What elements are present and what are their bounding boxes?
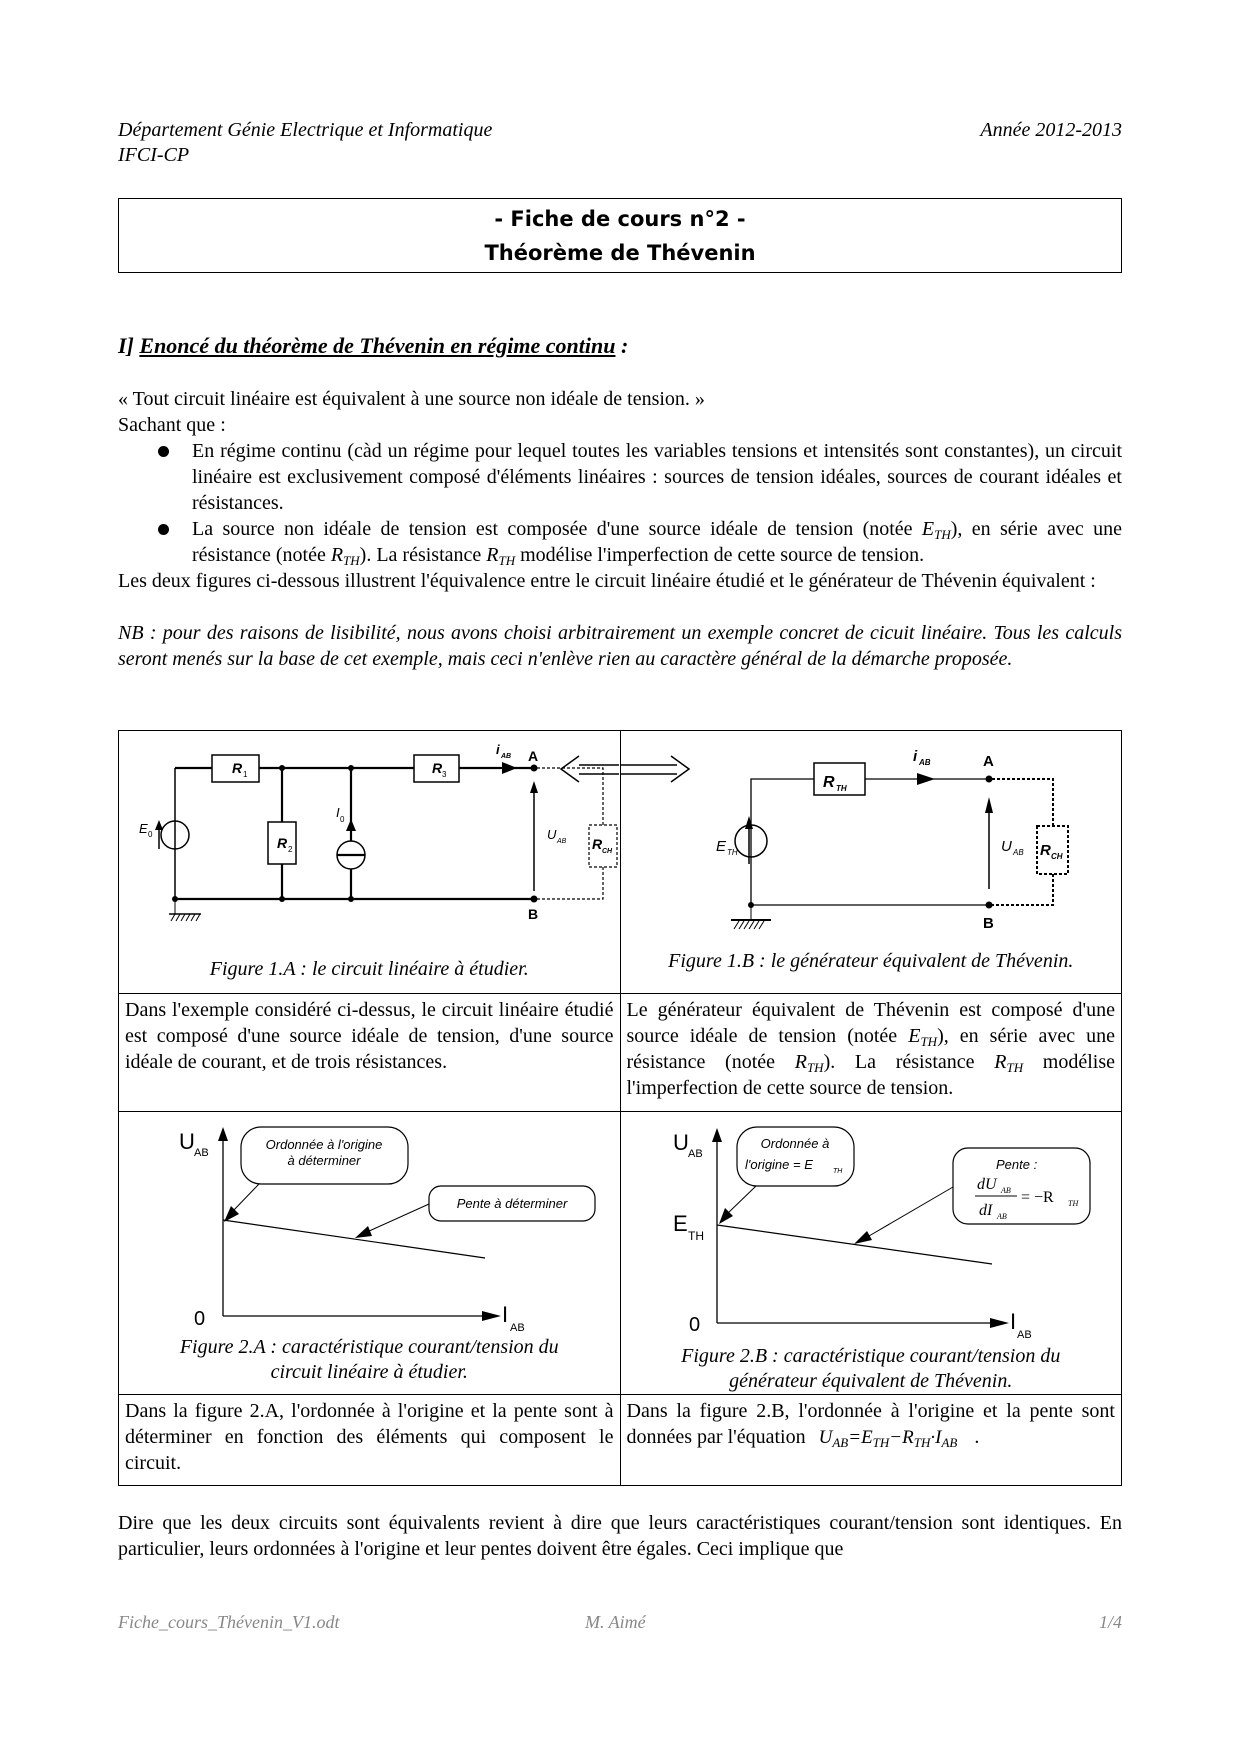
dashed-wire	[537, 768, 603, 825]
characteristic-line	[223, 1220, 485, 1258]
origin-label: 0	[194, 1308, 206, 1330]
iab-arrow	[502, 762, 517, 774]
callout-intercept-text: l'origine = E	[744, 1157, 813, 1172]
node	[348, 765, 354, 771]
bullet-dot	[158, 524, 169, 535]
callout-slope-title: Pente :	[995, 1157, 1037, 1172]
label-r3: R	[432, 760, 443, 776]
callout-intercept-text: Ordonnée à	[760, 1136, 829, 1151]
label-i0: I	[336, 805, 340, 820]
node	[348, 896, 354, 902]
label-i0-sub: 0	[340, 815, 345, 824]
x-axis-label-sub: AB	[510, 1322, 525, 1334]
thevenin-equation: $U_{AB}=E_{TH}-R_{TH}\cdot I_{AB}$	[818, 1427, 958, 1450]
text-cell-1b	[620, 994, 1122, 1112]
label-rch-sub: CH	[602, 848, 613, 855]
node-a	[985, 776, 992, 783]
node-b	[531, 896, 538, 903]
dashed-wire	[537, 867, 603, 899]
label-node-b: B	[528, 906, 539, 922]
label-r3-sub: 3	[442, 770, 447, 779]
caption-line: Figure 2.B : caractéristique courant/tension du	[681, 1345, 1061, 1367]
figures-intro: Les deux figures ci-dessous illustrent l'équivalence entre le circuit linéaire étudié et le générateur de Thévenin équivalent :	[118, 570, 1096, 592]
dashed-wire	[992, 779, 1053, 826]
text-cell-2b	[620, 1395, 1122, 1486]
callout-arrow	[854, 1231, 872, 1244]
label-iab: i	[496, 742, 500, 757]
label-eth-sub: TH	[726, 848, 738, 857]
callout-arrow	[355, 1226, 372, 1238]
slope-denominator: dI	[978, 1202, 992, 1219]
text-cell-2a	[119, 1395, 621, 1486]
slope-rhs: = −R	[1020, 1189, 1054, 1206]
label-iab-sub: AB	[918, 758, 931, 767]
text-2b	[621, 1395, 1122, 1454]
footer-author: M. Aimé	[585, 1612, 646, 1632]
i0-arrow	[346, 819, 356, 831]
bullet-item	[150, 516, 1122, 568]
text-2a: Dans la figure 2.A, l'ordonnée à l'origine et la pente sont à déterminer en fonction des éléments qui composent le circuit.	[125, 1400, 614, 1474]
callout-arrow	[224, 1206, 239, 1222]
iab-arrow	[917, 773, 935, 785]
equivalence-arrow-icon	[621, 756, 689, 782]
y-axis-label-sub: AB	[687, 1148, 703, 1160]
label-eth: E	[715, 838, 726, 855]
x-axis-label: I	[502, 1302, 509, 1327]
caption-line: générateur équivalent de Thévenin.	[729, 1370, 1013, 1392]
knowing-that: Sachant que :	[118, 414, 226, 436]
label-rch: R	[1039, 842, 1051, 859]
equivalence-arrow-icon	[561, 756, 619, 782]
label-node-b: B	[982, 915, 994, 932]
callout-intercept-text: Ordonnée à l'origine	[265, 1137, 383, 1152]
bullet-text: En régime continu (càd un régime pour lequel toutes les variables tensions et intensités sont constantes), un circuit linéaire est exclusivement composé d'éléments linéaires : sources de tension idéales, sources de courant idéales et résistances.	[192, 440, 1122, 514]
characteristic-line	[717, 1225, 992, 1264]
label-uab-sub: AB	[557, 838, 567, 845]
figure-1b-caption: Figure 1.B : le générateur équivalent de Thévenin.	[668, 950, 1074, 972]
header-department: Département Génie Electrique et Informatique	[118, 119, 493, 141]
label-uab: U	[1000, 838, 1012, 855]
label-e0: E	[139, 821, 148, 836]
node-a	[531, 765, 538, 772]
footer-page: 1/4	[1098, 1612, 1122, 1632]
label-e0-sub: 0	[148, 830, 153, 839]
figure-1a-circuit	[119, 731, 619, 993]
label-r1-sub: 1	[243, 770, 248, 779]
section-number: I]	[118, 333, 134, 358]
title-box	[118, 198, 1122, 273]
x-axis-label-sub: AB	[1016, 1329, 1032, 1341]
label-r2: R	[277, 835, 288, 851]
slope-numerator-sub: AB	[1000, 1186, 1011, 1195]
dashed-wire	[992, 874, 1053, 905]
title-line1: - Fiche de cours n°2 -	[494, 207, 746, 231]
y-axis-label: U	[672, 1130, 689, 1155]
slope-denominator-sub: AB	[996, 1212, 1007, 1221]
x-axis-arrow	[990, 1318, 1009, 1328]
callout-intercept-text: à déterminer	[287, 1153, 361, 1168]
theorem-quote: « Tout circuit linéaire est équivalent à une source non idéale de tension. »	[118, 388, 705, 410]
section-heading: Enoncé du théorème de Thévenin en régime continu	[139, 333, 616, 358]
label-rth-sub: TH	[835, 784, 847, 793]
label-iab-sub: AB	[501, 753, 512, 760]
figure-2b-cell	[620, 1112, 1122, 1395]
label-r2-sub: 2	[288, 845, 293, 854]
callout-slope-text: Pente à déterminer	[456, 1196, 568, 1211]
label-rth: R	[822, 774, 835, 791]
label-uab-sub: AB	[1012, 848, 1024, 857]
label-node-a: A	[982, 753, 994, 770]
figure-2a-cell	[119, 1112, 621, 1395]
figure-1b-cell	[620, 731, 1122, 994]
section-title	[118, 333, 628, 359]
intercept-label-sub: TH	[687, 1229, 704, 1243]
label-rch: R	[592, 836, 603, 852]
title-line2: Théorème de Thévenin	[484, 241, 756, 265]
bullet-list	[150, 438, 1122, 568]
slope-numerator: dU	[976, 1176, 997, 1193]
caption-line: circuit linéaire à étudier.	[270, 1361, 468, 1383]
node-b	[985, 902, 992, 909]
bullet-item	[150, 438, 1122, 516]
text-cell-1a	[119, 994, 621, 1112]
nb-note: NB : pour des raisons de lisibilité, nous avons choisi arbitrairement un exemple concret de cicuit linéaire. Tous les calculs seront menés sur la base de cet exemple, mais ceci n'enlève rien au caractère général de la démarche proposée.	[118, 622, 1122, 670]
text-1a: Dans l'exemple considéré ci-dessus, le circuit linéaire étudié est composé d'une source idéale de tension, d'une source idéale de courant, et de trois résistances.	[125, 999, 614, 1073]
y-axis-arrow	[218, 1127, 228, 1141]
x-axis-arrow	[482, 1311, 501, 1321]
y-axis-label: U	[179, 1129, 195, 1154]
header-school: IFCI-CP	[118, 144, 190, 166]
label-node-a: A	[528, 748, 539, 764]
conclusion-paragraph: Dire que les deux circuits sont équivalents revient à dire que leurs caractéristiques courant/tension sont identiques. En particulier, leurs ordonnées à l'origine et leur pentes doivent être égales. Ceci implique que	[118, 1512, 1122, 1560]
figure-1a-cell	[119, 731, 621, 994]
footer-filename: Fiche_cours_Thévenin_V1.odt	[118, 1612, 340, 1632]
figure-2a-caption	[119, 1335, 620, 1385]
node	[279, 896, 285, 902]
y-axis-arrow	[712, 1128, 722, 1142]
intercept-label: E	[672, 1211, 688, 1236]
section-colon: :	[615, 333, 629, 358]
x-axis-label: I	[1009, 1309, 1016, 1334]
bullet-dot	[158, 446, 169, 457]
y-axis-label-sub: AB	[194, 1147, 209, 1159]
node	[279, 765, 285, 771]
text-2b-body: Dans la figure 2.B, l'ordonnée à l'origine et la pente sont données par l'équation	[626, 1400, 1115, 1448]
origin-label: 0	[688, 1314, 700, 1336]
label-r1: R	[232, 760, 243, 776]
equation-period: .	[974, 1426, 980, 1448]
bullet-text: La source non idéale de tension est composée d'une source idéale de tension (notée $E_{TH}$), en série avec une résistance (notée $R_{TH}$). La résistance $R_{TH}$ modélise l'imperfection de cette source de tension.	[192, 518, 1122, 568]
label-uab: U	[547, 827, 557, 842]
text-1b: Le générateur équivalent de Thévenin est composé d'une source idéale de tension (notée $E_{TH}$), en série avec une résistance (notée $R_{TH}$). La résistance $R_{TH}$ modélise l'imperfection de cette source de tension.	[626, 999, 1115, 1099]
label-iab: i	[912, 748, 917, 765]
figure-2b-caption	[621, 1344, 1122, 1394]
caption-line: Figure 2.A : caractéristique courant/tension du	[179, 1336, 559, 1358]
figure-1a-caption: Figure 1.A : le circuit linéaire à étudier.	[209, 958, 529, 980]
label-rch-sub: CH	[1050, 852, 1063, 861]
callout-intercept-sub: TH	[832, 1168, 842, 1175]
slope-rhs-sub: TH	[1067, 1199, 1078, 1208]
header-year: Année 2012-2013	[980, 119, 1122, 141]
figure-table	[118, 730, 1122, 1486]
